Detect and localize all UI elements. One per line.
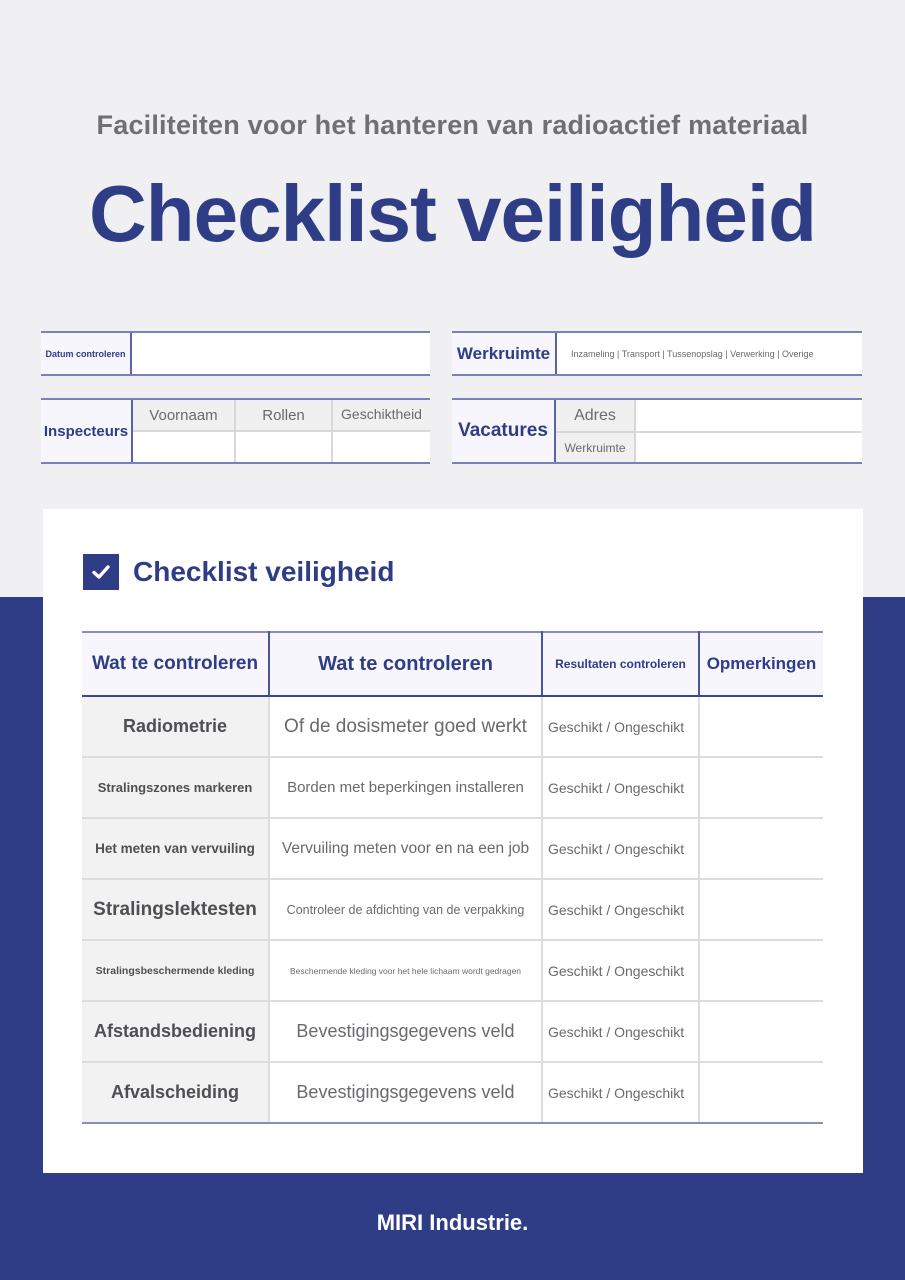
footer-brand: MIRI Industrie. <box>376 1210 529 1235</box>
row-remarks[interactable] <box>699 940 823 1001</box>
table-row <box>82 1001 823 1062</box>
row-description: Bevestigingsgegevens veld <box>269 1001 542 1062</box>
voornaam-header: Voornaam <box>133 400 236 432</box>
row-item: Stralingszones markeren <box>82 757 269 818</box>
voornaam-input[interactable] <box>133 432 236 462</box>
table-row <box>82 818 823 879</box>
page-title: Checklist veiligheid <box>89 169 816 258</box>
checkbox-checked-icon <box>83 554 119 590</box>
row-item: Radiometrie <box>82 696 269 757</box>
row-description: Borden met beperkingen installeren <box>269 757 542 818</box>
col-header-result: Resultaten controleren <box>542 632 699 696</box>
table-row <box>82 757 823 818</box>
datum-input[interactable] <box>132 333 430 374</box>
inspecteurs-label: Inspecteurs <box>41 400 133 462</box>
row-result[interactable]: Geschikt / Ongeschikt <box>542 879 699 940</box>
row-remarks[interactable] <box>699 879 823 940</box>
col-header-description: Wat te controleren <box>269 632 542 696</box>
row-remarks[interactable] <box>699 696 823 757</box>
table-row <box>82 1062 823 1123</box>
row-item: Het meten van vervuiling <box>82 818 269 879</box>
werkruimte-field-box <box>452 331 862 376</box>
row-result[interactable]: Geschikt / Ongeschikt <box>542 757 699 818</box>
card-header <box>83 554 394 590</box>
row-result[interactable]: Geschikt / Ongeschikt <box>542 696 699 757</box>
row-description: Of de dosismeter goed werkt <box>269 696 542 757</box>
adres-label: Adres <box>556 400 636 433</box>
geschiktheid-header: Geschiktheid <box>333 400 430 432</box>
werkruimte-options[interactable]: Inzameling | Transport | Tussenopslag | Verwerking | Overige <box>571 348 814 359</box>
vacatures-label: Vacatures <box>452 400 556 462</box>
vacature-werkruimte-input[interactable] <box>636 433 862 462</box>
row-description: Beschermende kleding voor het hele lichaam wordt gedragen <box>269 940 542 1001</box>
card-title: Checklist veiligheid <box>133 556 395 587</box>
row-description: Controleer de afdichting van de verpakking <box>269 879 542 940</box>
col-header-item: Wat te controleren <box>82 632 269 696</box>
row-item: Afstandsbediening <box>82 1001 269 1062</box>
adres-input[interactable] <box>636 400 862 433</box>
rollen-header: Rollen <box>236 400 333 432</box>
row-result[interactable]: Geschikt / Ongeschikt <box>542 1062 699 1123</box>
table-row <box>82 696 823 757</box>
row-result[interactable]: Geschikt / Ongeschikt <box>542 818 699 879</box>
vacature-werkruimte-label: Werkruimte <box>556 433 636 462</box>
row-remarks[interactable] <box>699 818 823 879</box>
table-header-row <box>82 632 823 696</box>
rollen-input[interactable] <box>236 432 333 462</box>
row-item: Stralingsbeschermende kleding <box>82 940 269 1001</box>
table-row <box>82 940 823 1001</box>
werkruimte-label: Werkruimte <box>452 333 557 374</box>
checklist-card <box>43 509 863 1173</box>
row-description: Vervuiling meten voor en na een job <box>269 818 542 879</box>
row-description: Bevestigingsgegevens veld <box>269 1062 542 1123</box>
checklist-table <box>82 631 823 1124</box>
row-remarks[interactable] <box>699 1062 823 1123</box>
row-remarks[interactable] <box>699 757 823 818</box>
page-subtitle: Faciliteiten voor het hanteren van radioactief materiaal <box>96 110 809 140</box>
row-item: Afvalscheiding <box>82 1062 269 1123</box>
inspecteurs-box <box>41 398 430 464</box>
table-row <box>82 879 823 940</box>
row-result[interactable]: Geschikt / Ongeschikt <box>542 1001 699 1062</box>
row-item: Stralingslektesten <box>82 879 269 940</box>
datum-label: Datum controleren <box>41 333 132 374</box>
geschiktheid-input[interactable] <box>333 432 430 462</box>
col-header-remarks: Opmerkingen <box>699 632 823 696</box>
row-remarks[interactable] <box>699 1001 823 1062</box>
vacatures-box <box>452 398 862 464</box>
row-result[interactable]: Geschikt / Ongeschikt <box>542 940 699 1001</box>
datum-field-box <box>41 331 430 376</box>
